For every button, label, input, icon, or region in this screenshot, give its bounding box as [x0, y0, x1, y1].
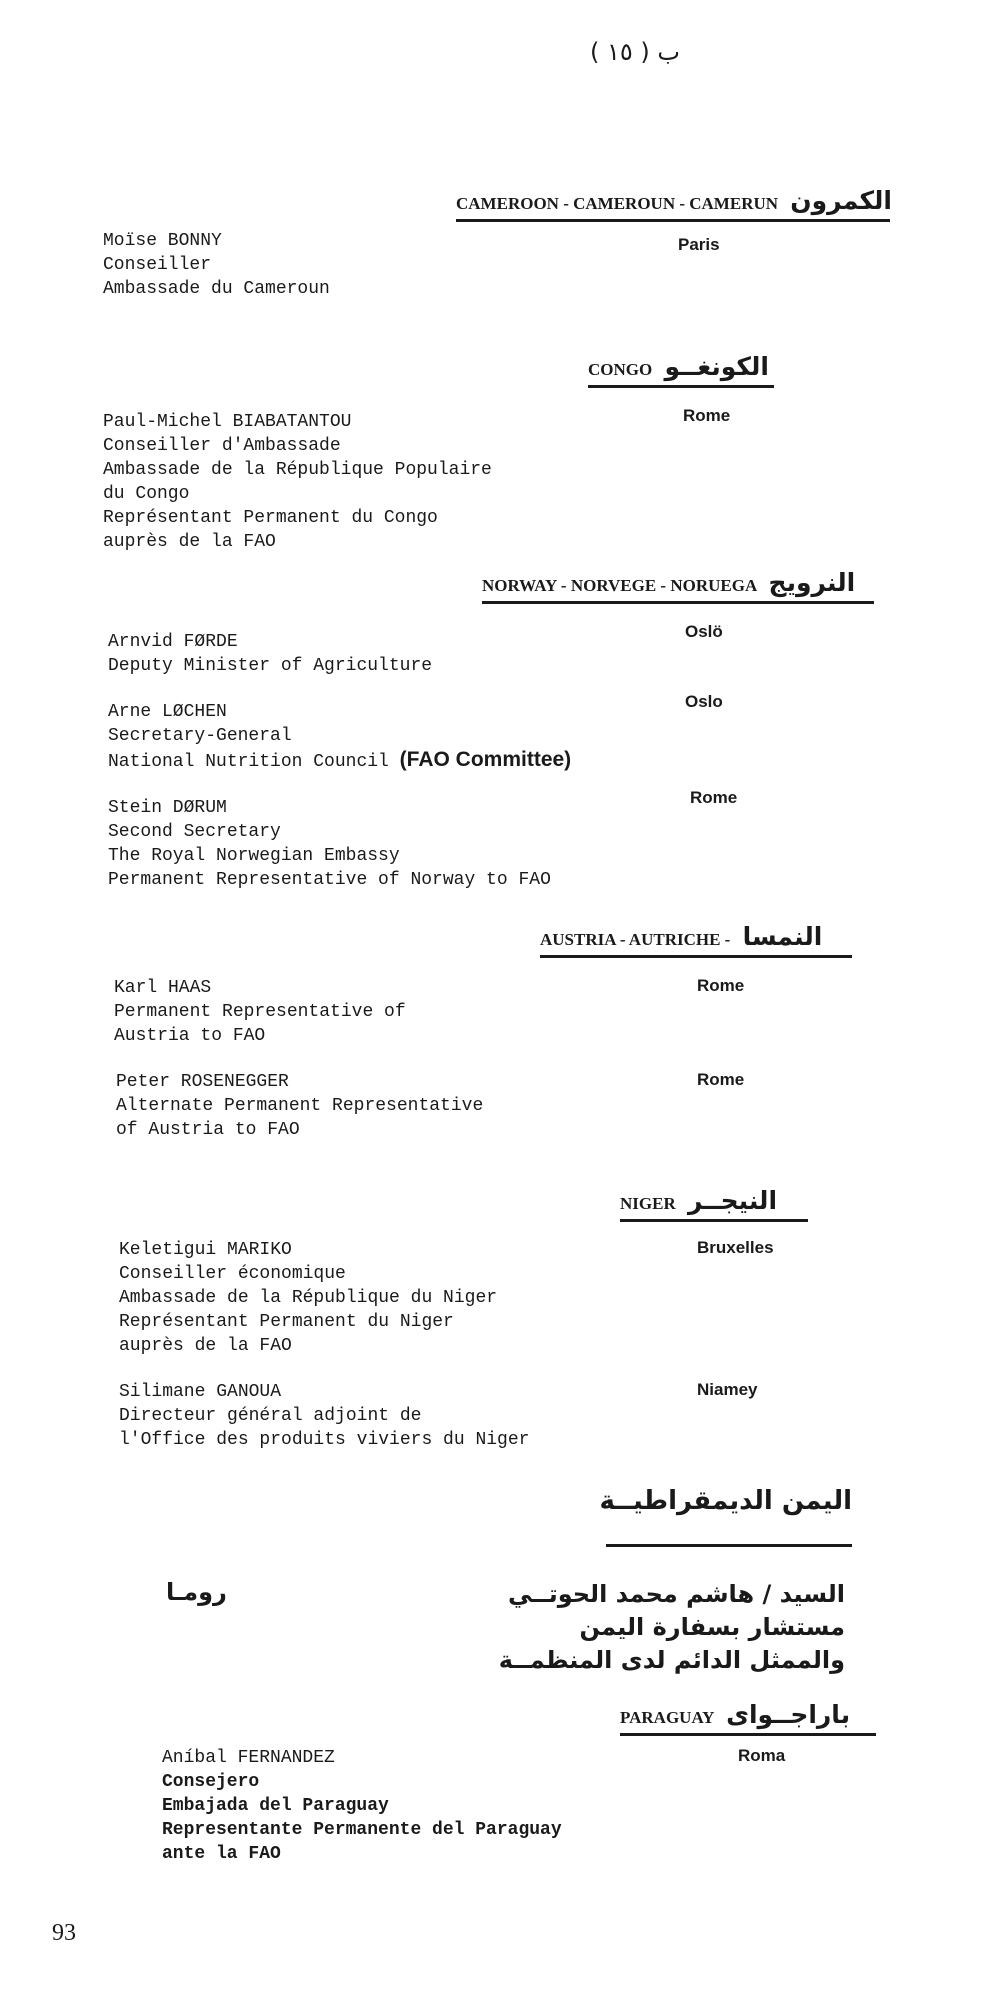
heading-latin: NIGER	[620, 1194, 676, 1213]
delegate-line: of Austria to FAO	[116, 1120, 300, 1140]
section-heading-paraguay	[620, 1700, 876, 1736]
delegate-line: auprès de la FAO	[103, 532, 276, 552]
delegate-line: Permanent Representative of	[114, 1002, 406, 1022]
delegate-line-text: National Nutrition Council	[108, 752, 389, 772]
delegate-line: Deputy Minister of Agriculture	[108, 656, 433, 676]
delegate-name: Paul-Michel BIABATANTOU	[103, 412, 352, 432]
delegate-entry	[162, 1746, 562, 1866]
section-heading-niger	[620, 1186, 808, 1222]
delegate-line: Représentant Permanent du Congo	[103, 508, 438, 528]
delegate-line: Directeur général adjoint de	[119, 1406, 422, 1426]
section-heading-congo	[588, 352, 774, 388]
delegate-line: Représentant Permanent du Niger	[119, 1312, 454, 1332]
heading-arabic: النيجــر	[687, 1186, 778, 1215]
delegate-name: Silimane GANOUA	[119, 1382, 282, 1402]
delegate-line: Secretary-General	[108, 726, 292, 746]
delegate-line: Consejero	[162, 1772, 260, 1792]
heading-arabic: الكمرون	[790, 186, 892, 215]
delegate-line: Ambassade du Cameroun	[103, 279, 330, 299]
delegate-name: Arne LØCHEN	[108, 702, 227, 722]
delegate-entry	[114, 976, 406, 1048]
heading-arabic: باراجــواى	[726, 1700, 851, 1729]
heading-latin: NORWAY - NORVEGE - NORUEGA	[482, 576, 757, 595]
delegate-city: Rome	[697, 1070, 745, 1089]
footer-page-number: 93	[52, 1920, 76, 1946]
heading-arabic: النمسا	[742, 922, 823, 951]
delegate-line: l'Office des produits viviers du Niger	[119, 1430, 530, 1450]
delegate-line: Austria to FAO	[114, 1026, 266, 1046]
delegate-note: (FAO Committee)	[399, 748, 572, 771]
delegate-line: Conseiller d'Ambassade	[103, 436, 341, 456]
delegate-line: Second Secretary	[108, 822, 281, 842]
delegate-name: Karl HAAS	[114, 978, 212, 998]
delegate-entry	[116, 1070, 483, 1142]
delegate-city: Roma	[738, 1746, 786, 1765]
delegate-line: Conseiller	[103, 255, 212, 275]
delegate-entry-arabic	[460, 1578, 845, 1677]
delegate-city: Paris	[678, 235, 720, 254]
heading-underline	[606, 1544, 852, 1547]
section-heading-cameroon	[456, 186, 890, 222]
delegate-line: Embajada del Paraguay	[162, 1796, 389, 1816]
delegate-name: Aníbal FERNANDEZ	[162, 1748, 335, 1768]
delegate-city: Niamey	[697, 1380, 758, 1399]
delegate-city: Oslo	[685, 692, 723, 711]
delegate-entry	[108, 796, 551, 892]
delegate-entry	[119, 1380, 529, 1452]
delegate-city: Oslö	[685, 622, 723, 641]
heading-arabic: الكونغــو	[664, 352, 769, 381]
delegate-line	[108, 748, 571, 774]
delegate-entry	[103, 229, 330, 301]
page-number: ( ١٥ ) ب	[590, 38, 680, 66]
delegate-line: ante la FAO	[162, 1844, 281, 1864]
delegate-line: Permanent Representative of Norway to FAO	[108, 870, 551, 890]
heading-arabic: النرويج	[768, 568, 856, 597]
delegate-city: رومـا	[166, 1578, 227, 1606]
delegate-line: du Congo	[103, 484, 190, 504]
delegate-line: The Royal Norwegian Embassy	[108, 846, 400, 866]
delegate-line: والممثل الدائم لدى المنظمــة	[498, 1646, 845, 1674]
delegate-name: السيد / هاشم محمد الحوتــي	[508, 1580, 845, 1608]
delegate-line: مستشار بسفارة اليمن	[579, 1613, 845, 1641]
delegate-line: Ambassade de la République Populaire	[103, 460, 492, 480]
section-heading-austria	[540, 922, 852, 958]
delegate-line: auprès de la FAO	[119, 1336, 292, 1356]
section-heading-yemen: اليمن الديمقراطيــة	[599, 1486, 852, 1516]
delegate-name: Arnvid FØRDE	[108, 632, 238, 652]
delegate-city: Rome	[697, 976, 745, 995]
section-heading-norway	[482, 568, 874, 604]
delegate-line: Alternate Permanent Representative	[116, 1096, 484, 1116]
delegate-name: Keletigui MARIKO	[119, 1240, 292, 1260]
delegate-name: Stein DØRUM	[108, 798, 227, 818]
delegate-line: Representante Permanente del Paraguay	[162, 1820, 562, 1840]
heading-latin: AUSTRIA - AUTRICHE -	[540, 930, 731, 949]
delegate-line: Conseiller économique	[119, 1264, 346, 1284]
delegate-name: Moïse BONNY	[103, 231, 222, 251]
delegate-entry	[103, 410, 492, 554]
delegate-city: Bruxelles	[697, 1238, 774, 1257]
delegate-entry	[108, 700, 571, 774]
heading-latin: CAMEROON - CAMEROUN - CAMERUN	[456, 194, 779, 213]
delegate-city: Rome	[683, 406, 731, 425]
heading-latin: CONGO	[588, 360, 653, 379]
delegate-city: Rome	[690, 788, 738, 807]
delegate-entry	[119, 1238, 497, 1358]
delegate-entry	[108, 630, 432, 678]
delegate-line: Ambassade de la République du Niger	[119, 1288, 498, 1308]
heading-latin: PARAGUAY	[620, 1708, 714, 1727]
delegate-name: Peter ROSENEGGER	[116, 1072, 289, 1092]
